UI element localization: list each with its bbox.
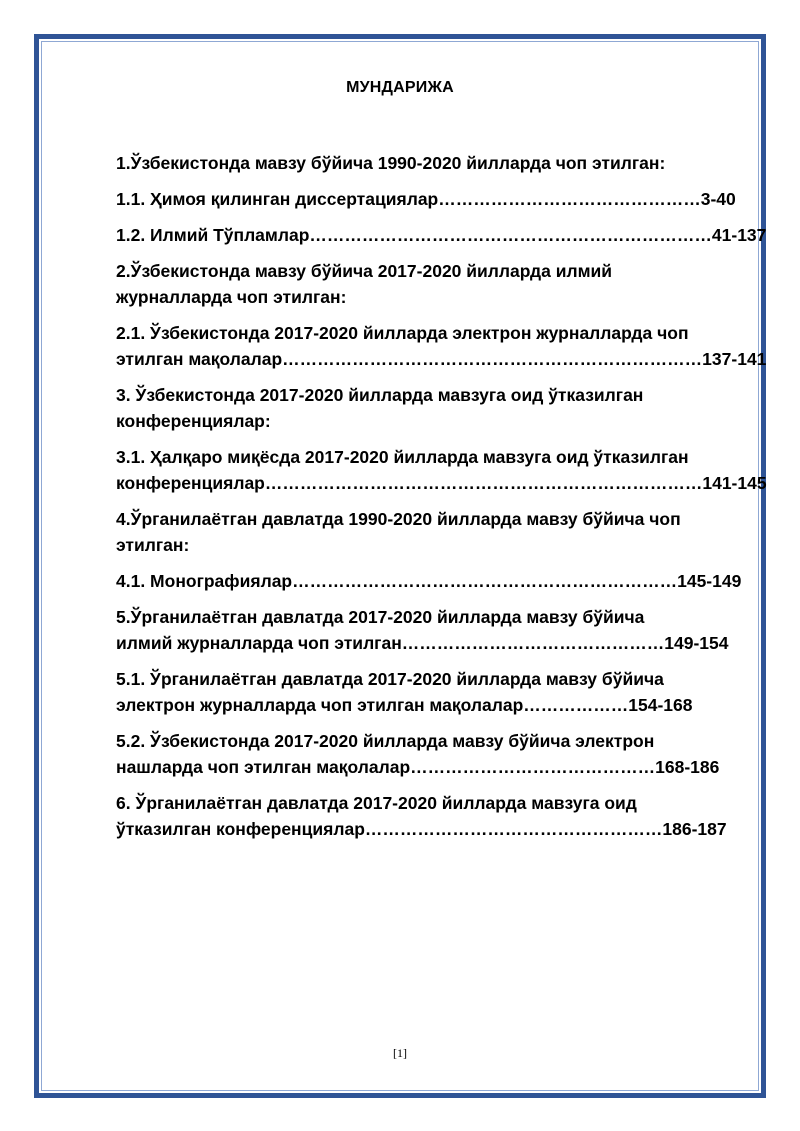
toc-entry-line: 3. Ўзбекистонда 2017-2020 йилларда мавзуга оид ўтказилган	[116, 385, 644, 405]
toc-entry-line: 3.1. Ҳалқаро миқёсда 2017-2020 йилларда мавзуга оид ўтказилган	[116, 447, 689, 467]
toc-entry-line: электрон журналларда чоп этилган мақолалар………………154-168	[116, 695, 693, 715]
toc-entry	[116, 728, 748, 780]
toc-entry	[116, 320, 767, 372]
toc-entry	[116, 258, 748, 310]
toc-entry	[116, 568, 748, 594]
toc-entry-line: конференциялар…………………………………………………………………141-145	[116, 473, 767, 493]
toc-entry	[116, 186, 748, 212]
toc-entry-line: конференциялар:	[116, 411, 271, 431]
toc-entry	[116, 666, 748, 718]
toc-entry	[116, 150, 748, 176]
toc-entry	[116, 604, 748, 656]
toc-entry-line: 6. Ўрганилаётган давлатда 2017-2020 йилларда мавзуга оид	[116, 793, 637, 813]
toc-entry-line: ўтказилган конференциялар……………………………………………186-187	[116, 819, 727, 839]
toc-entry-line: журналларда чоп этилган:	[116, 287, 347, 307]
toc-entry	[116, 222, 767, 248]
toc-entry-line: 2.1. Ўзбекистонда 2017-2020 йилларда электрон журналларда чоп	[116, 323, 689, 343]
toc-entry-line: этилган мақолалар………………………………………………………………137-141	[116, 349, 767, 369]
table-of-contents	[116, 150, 767, 852]
toc-entry-line: 5.2. Ўзбекистонда 2017-2020 йилларда мавзу бўйича электрон	[116, 731, 655, 751]
toc-entry-line: 4.1. Монографиялар…………………………………………………………145-149	[116, 571, 742, 591]
toc-entry-line: 1.2. Илмий Тўпламлар……………………………………………………………41-137	[116, 225, 767, 245]
toc-entry-line: нашларда чоп этилган мақолалар……………………………………168-186	[116, 757, 720, 777]
toc-entry-line: 5.1. Ўрганилаётган давлатда 2017-2020 йилларда мавзу бўйича	[116, 669, 664, 689]
toc-entry-line: 4.Ўрганилаётган давлатда 1990-2020 йилларда мавзу бўйича чоп	[116, 509, 681, 529]
toc-entry-line: этилган:	[116, 535, 190, 555]
toc-entry	[116, 382, 748, 434]
toc-entry-line: 5.Ўрганилаётган давлатда 2017-2020 йилларда мавзу бўйича	[116, 607, 645, 627]
page-title: МУНДАРИЖА	[346, 79, 454, 96]
toc-entry	[116, 444, 767, 496]
toc-entry	[116, 506, 748, 558]
toc-entry-line: илмий журналларда чоп этилган………………………………………149-154	[116, 633, 729, 653]
toc-entry	[116, 790, 748, 842]
toc-entry-line: 1.Ўзбекистонда мавзу бўйича 1990-2020 йилларда чоп этилган:	[116, 153, 666, 173]
page-number: [1]	[393, 1046, 407, 1060]
toc-entry-line: 2.Ўзбекистонда мавзу бўйича 2017-2020 йилларда илмий	[116, 261, 613, 281]
toc-entry-line: 1.1. Ҳимоя қилинган диссертациялар………………………………………3-40	[116, 189, 736, 209]
